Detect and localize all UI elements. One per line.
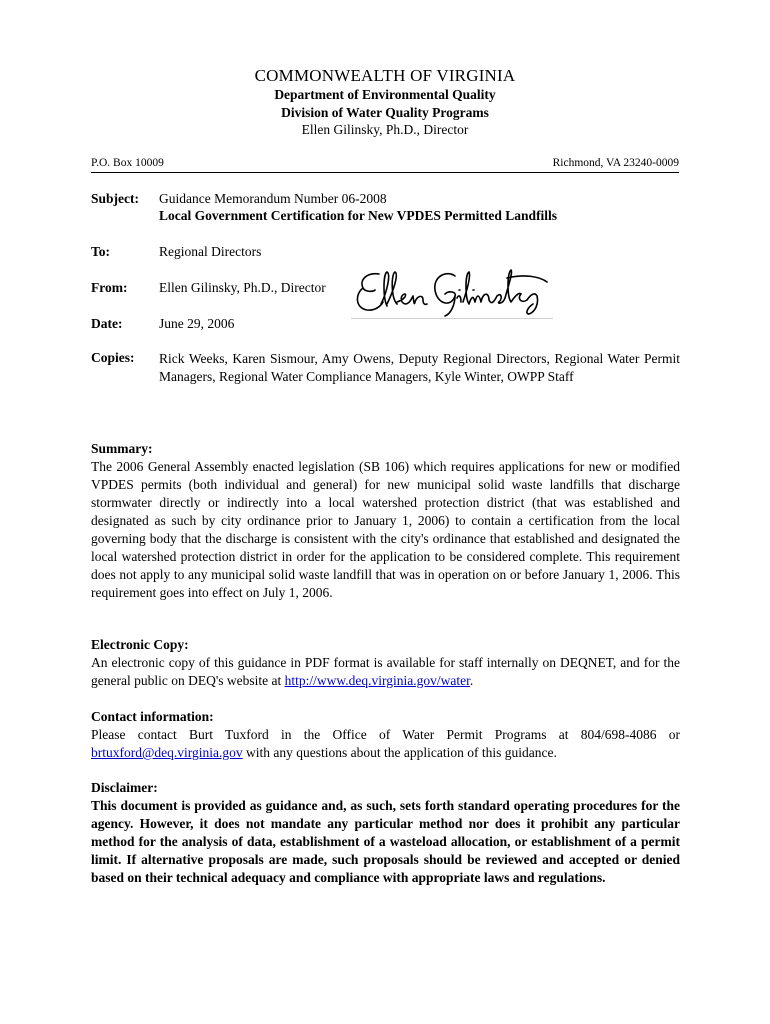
date-value: June 29, 2006 bbox=[159, 316, 235, 331]
header-divider bbox=[91, 172, 679, 173]
disclaimer-body: This document is provided as guidance and, as such, sets forth standard operating procedures for the agency. However, it does not mandate any particular method nor does it prohibit any particular method for the analysis of data, establishment of a wasteload allocation, or establishment of a permit limit. If alternative proposals are made, such proposals should be reviewed and accepted or denied based on their technical adequacy and compliance with appropriate laws and regulations. bbox=[91, 798, 680, 885]
po-box: P.O. Box 10009 bbox=[91, 157, 164, 169]
subject-label: Subject: bbox=[91, 191, 139, 206]
contact-email-link[interactable]: brtuxford@deq.virginia.gov bbox=[91, 745, 243, 760]
disclaimer-heading: Disclaimer: bbox=[91, 780, 158, 795]
from-label: From: bbox=[91, 280, 128, 295]
city-address: Richmond, VA 23240-0009 bbox=[552, 157, 679, 169]
signature-line bbox=[351, 318, 553, 319]
electronic-copy-body bbox=[91, 654, 680, 690]
signature-image bbox=[351, 262, 553, 318]
department-name: Department of Environmental Quality bbox=[274, 87, 496, 102]
subject-line-2: Local Government Certification for New VPDES Permitted Landfills bbox=[159, 208, 558, 223]
electronic-copy-text: An electronic copy of this guidance in PDF format is available for staff internally on DEQNET, and for the general public on DEQ's website at bbox=[91, 655, 680, 688]
summary-body: The 2006 General Assembly enacted legislation (SB 106) which requires applications for new or modified VPDES permits (both individual and general) for new municipal solid waste landfills that discharge stormwater directly or indirectly into a local watershed protection district (that was established and designated as such by city ordinance prior to January 1, 2006) to contain a certification from the local governing body that the discharge is consistent with the city's ordinance that established and designated the local watershed protection district in order for the application to be considered complete. This requirement does not apply to any municipal solid waste landfill that was in operation on or before January 1, 2006. This requirement goes into effect on July 1, 2006. bbox=[91, 459, 680, 600]
director-name: Ellen Gilinsky, Ph.D., Director bbox=[301, 122, 469, 137]
contact-text-end: with any questions about the application of this guidance. bbox=[242, 745, 557, 760]
electronic-copy-section bbox=[91, 636, 680, 690]
subject-line-1: Guidance Memorandum Number 06-2008 bbox=[159, 191, 387, 206]
summary-section bbox=[91, 440, 680, 602]
electronic-copy-text-end: . bbox=[469, 673, 474, 688]
copies-value: Rick Weeks, Karen Sismour, Amy Owens, Deputy Regional Directors, Regional Water Permit Managers, Regional Water Compliance Managers, Kyle Winter, OWPP Staff bbox=[159, 351, 680, 384]
contact-body bbox=[91, 726, 680, 762]
contact-section bbox=[91, 708, 680, 762]
deq-website-link[interactable]: http://www.deq.virginia.gov/water bbox=[284, 673, 470, 688]
summary-heading: Summary: bbox=[91, 441, 153, 456]
from-value: Ellen Gilinsky, Ph.D., Director bbox=[159, 280, 326, 295]
date-label: Date: bbox=[91, 316, 123, 331]
copies-label: Copies: bbox=[91, 350, 135, 365]
contact-text: Please contact Burt Tuxford in the Office of Water Permit Programs at 804/698-4086 or bbox=[91, 727, 680, 742]
division-name: Division of Water Quality Programs bbox=[281, 105, 489, 120]
contact-heading: Contact information: bbox=[91, 709, 214, 724]
disclaimer-section bbox=[91, 779, 680, 887]
to-value: Regional Directors bbox=[159, 244, 262, 259]
electronic-copy-heading: Electronic Copy: bbox=[91, 637, 189, 652]
agency-title: COMMONWEALTH OF VIRGINIA bbox=[254, 66, 516, 85]
to-label: To: bbox=[91, 244, 111, 259]
